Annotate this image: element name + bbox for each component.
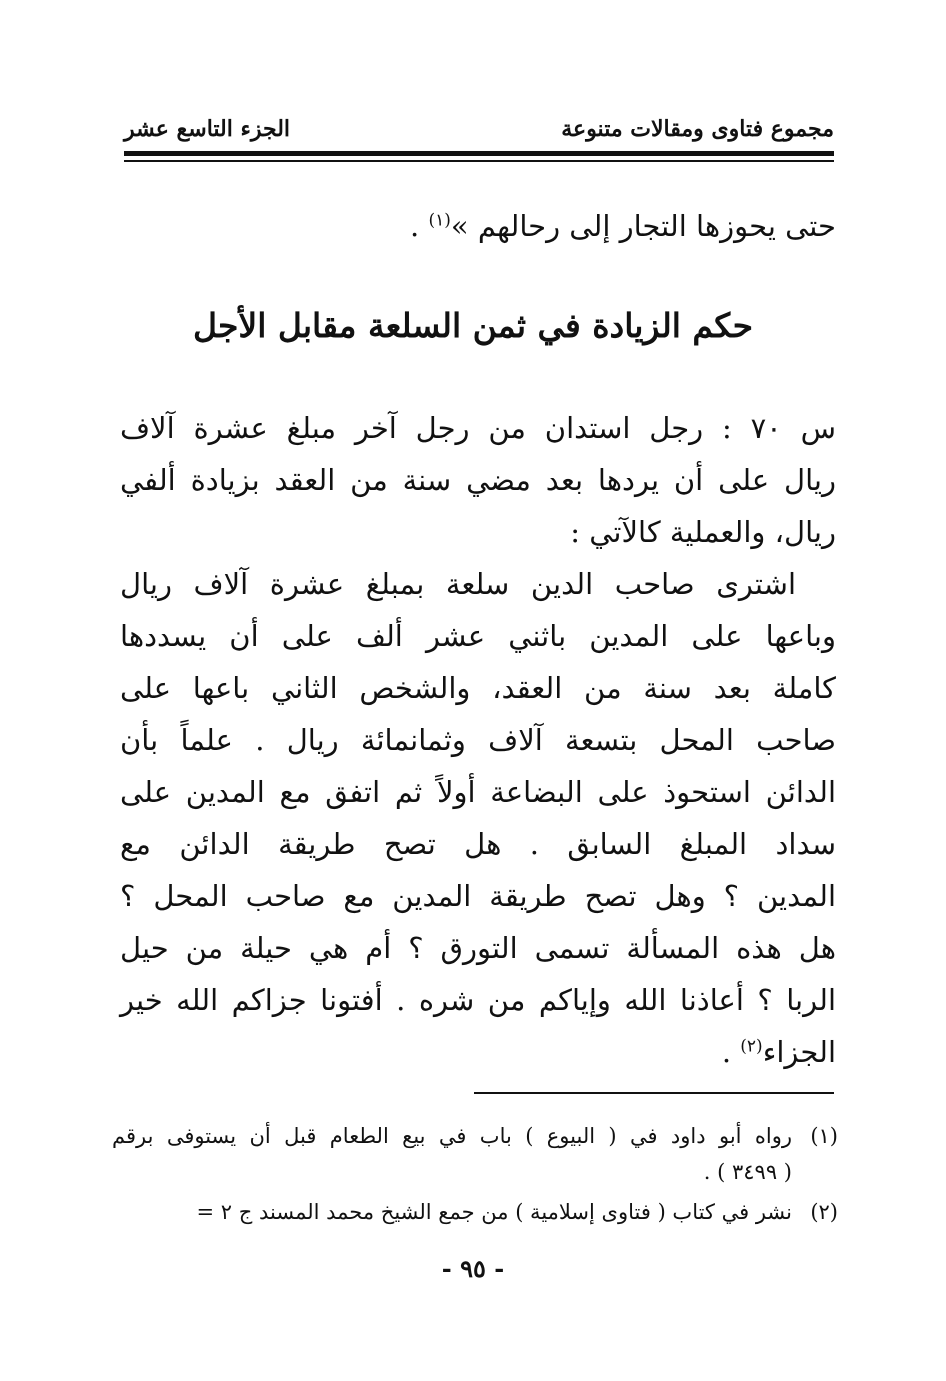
page-number: - ٩٥ - bbox=[441, 1254, 505, 1283]
question-line: ريال، والعملية كالآتي : bbox=[570, 515, 836, 549]
question-line: المدين ؟ وهل تصح طريقة المدين مع صاحب المحل ؟ bbox=[120, 879, 836, 913]
question-line: س ٧٠ : رجل استدان من رجل آخر مبلغ عشرة آلاف bbox=[120, 411, 836, 445]
footnote-2 bbox=[112, 1194, 838, 1230]
section-title: حكم الزيادة في ثمن السلعة مقابل الأجل bbox=[192, 306, 754, 345]
footnote-ref-1: (١) bbox=[428, 210, 451, 231]
footnotes bbox=[112, 1118, 838, 1230]
footnote-line: ( ٣٤٩٩ ) . bbox=[703, 1160, 792, 1184]
footnote-1 bbox=[112, 1118, 838, 1190]
question-line: صاحب المحل بتسعة آلاف وثمانمائة ريال . علماً بأن bbox=[120, 723, 836, 757]
continuation-line: حتى يحوزها التجار إلى رحالهم » bbox=[450, 209, 836, 243]
header-rule-thick bbox=[124, 151, 834, 156]
question-line: الربا ؟ أعاذنا الله وإياكم من شره . أفتونا جزاكم الله خير bbox=[120, 983, 836, 1017]
question-line: كاملة بعد سنة من العقد، والشخص الثاني باعها على bbox=[120, 671, 836, 705]
footnote-line: رواه أبو داود في ( البيوع ) باب في بيع الطعام قبل أن يستوفى برقم bbox=[112, 1124, 792, 1148]
continuation-text bbox=[300, 200, 836, 252]
footnote-ref-2: (٢) bbox=[740, 1036, 763, 1057]
question-last-line bbox=[120, 1026, 836, 1078]
footnote-separator bbox=[474, 1092, 834, 1094]
question-last-end: . bbox=[721, 1035, 741, 1069]
book-title: مجموع فتاوى ومقالات متنوعة bbox=[561, 116, 834, 142]
footnote-number: (٢) bbox=[810, 1200, 838, 1224]
volume-label: الجزء التاسع عشر bbox=[124, 116, 291, 142]
question-line: اشترى صاحب الدين سلعة بمبلغ عشرة آلاف ريال bbox=[120, 567, 796, 601]
question-line: سداد المبلغ السابق . هل تصح طريقة الدائن مع bbox=[120, 827, 836, 861]
header-rule-thin bbox=[124, 160, 834, 162]
footnote-line: نشر في كتاب ( فتاوى إسلامية ) من جمع الشيخ محمد المسند ج ٢ = bbox=[196, 1200, 792, 1224]
question-line: الدائن استحوذ على البضاعة أولاً ثم اتفق مع المدين على bbox=[120, 775, 836, 809]
question-line: هل هذه المسألة تسمى التورق ؟ أم هي حيلة من حيل bbox=[120, 931, 836, 965]
question-text bbox=[120, 402, 836, 1078]
question-line: وباعها على المدين باثني عشر ألف على أن يسددها bbox=[120, 619, 836, 653]
footnote-number: (١) bbox=[810, 1124, 838, 1148]
running-header bbox=[124, 110, 834, 150]
question-line: ريال على أن يردها بعد مضي سنة من العقد بزيادة ألفي bbox=[120, 463, 836, 497]
continuation-end: . bbox=[410, 209, 429, 243]
question-last-word: الجزاء bbox=[762, 1035, 836, 1069]
